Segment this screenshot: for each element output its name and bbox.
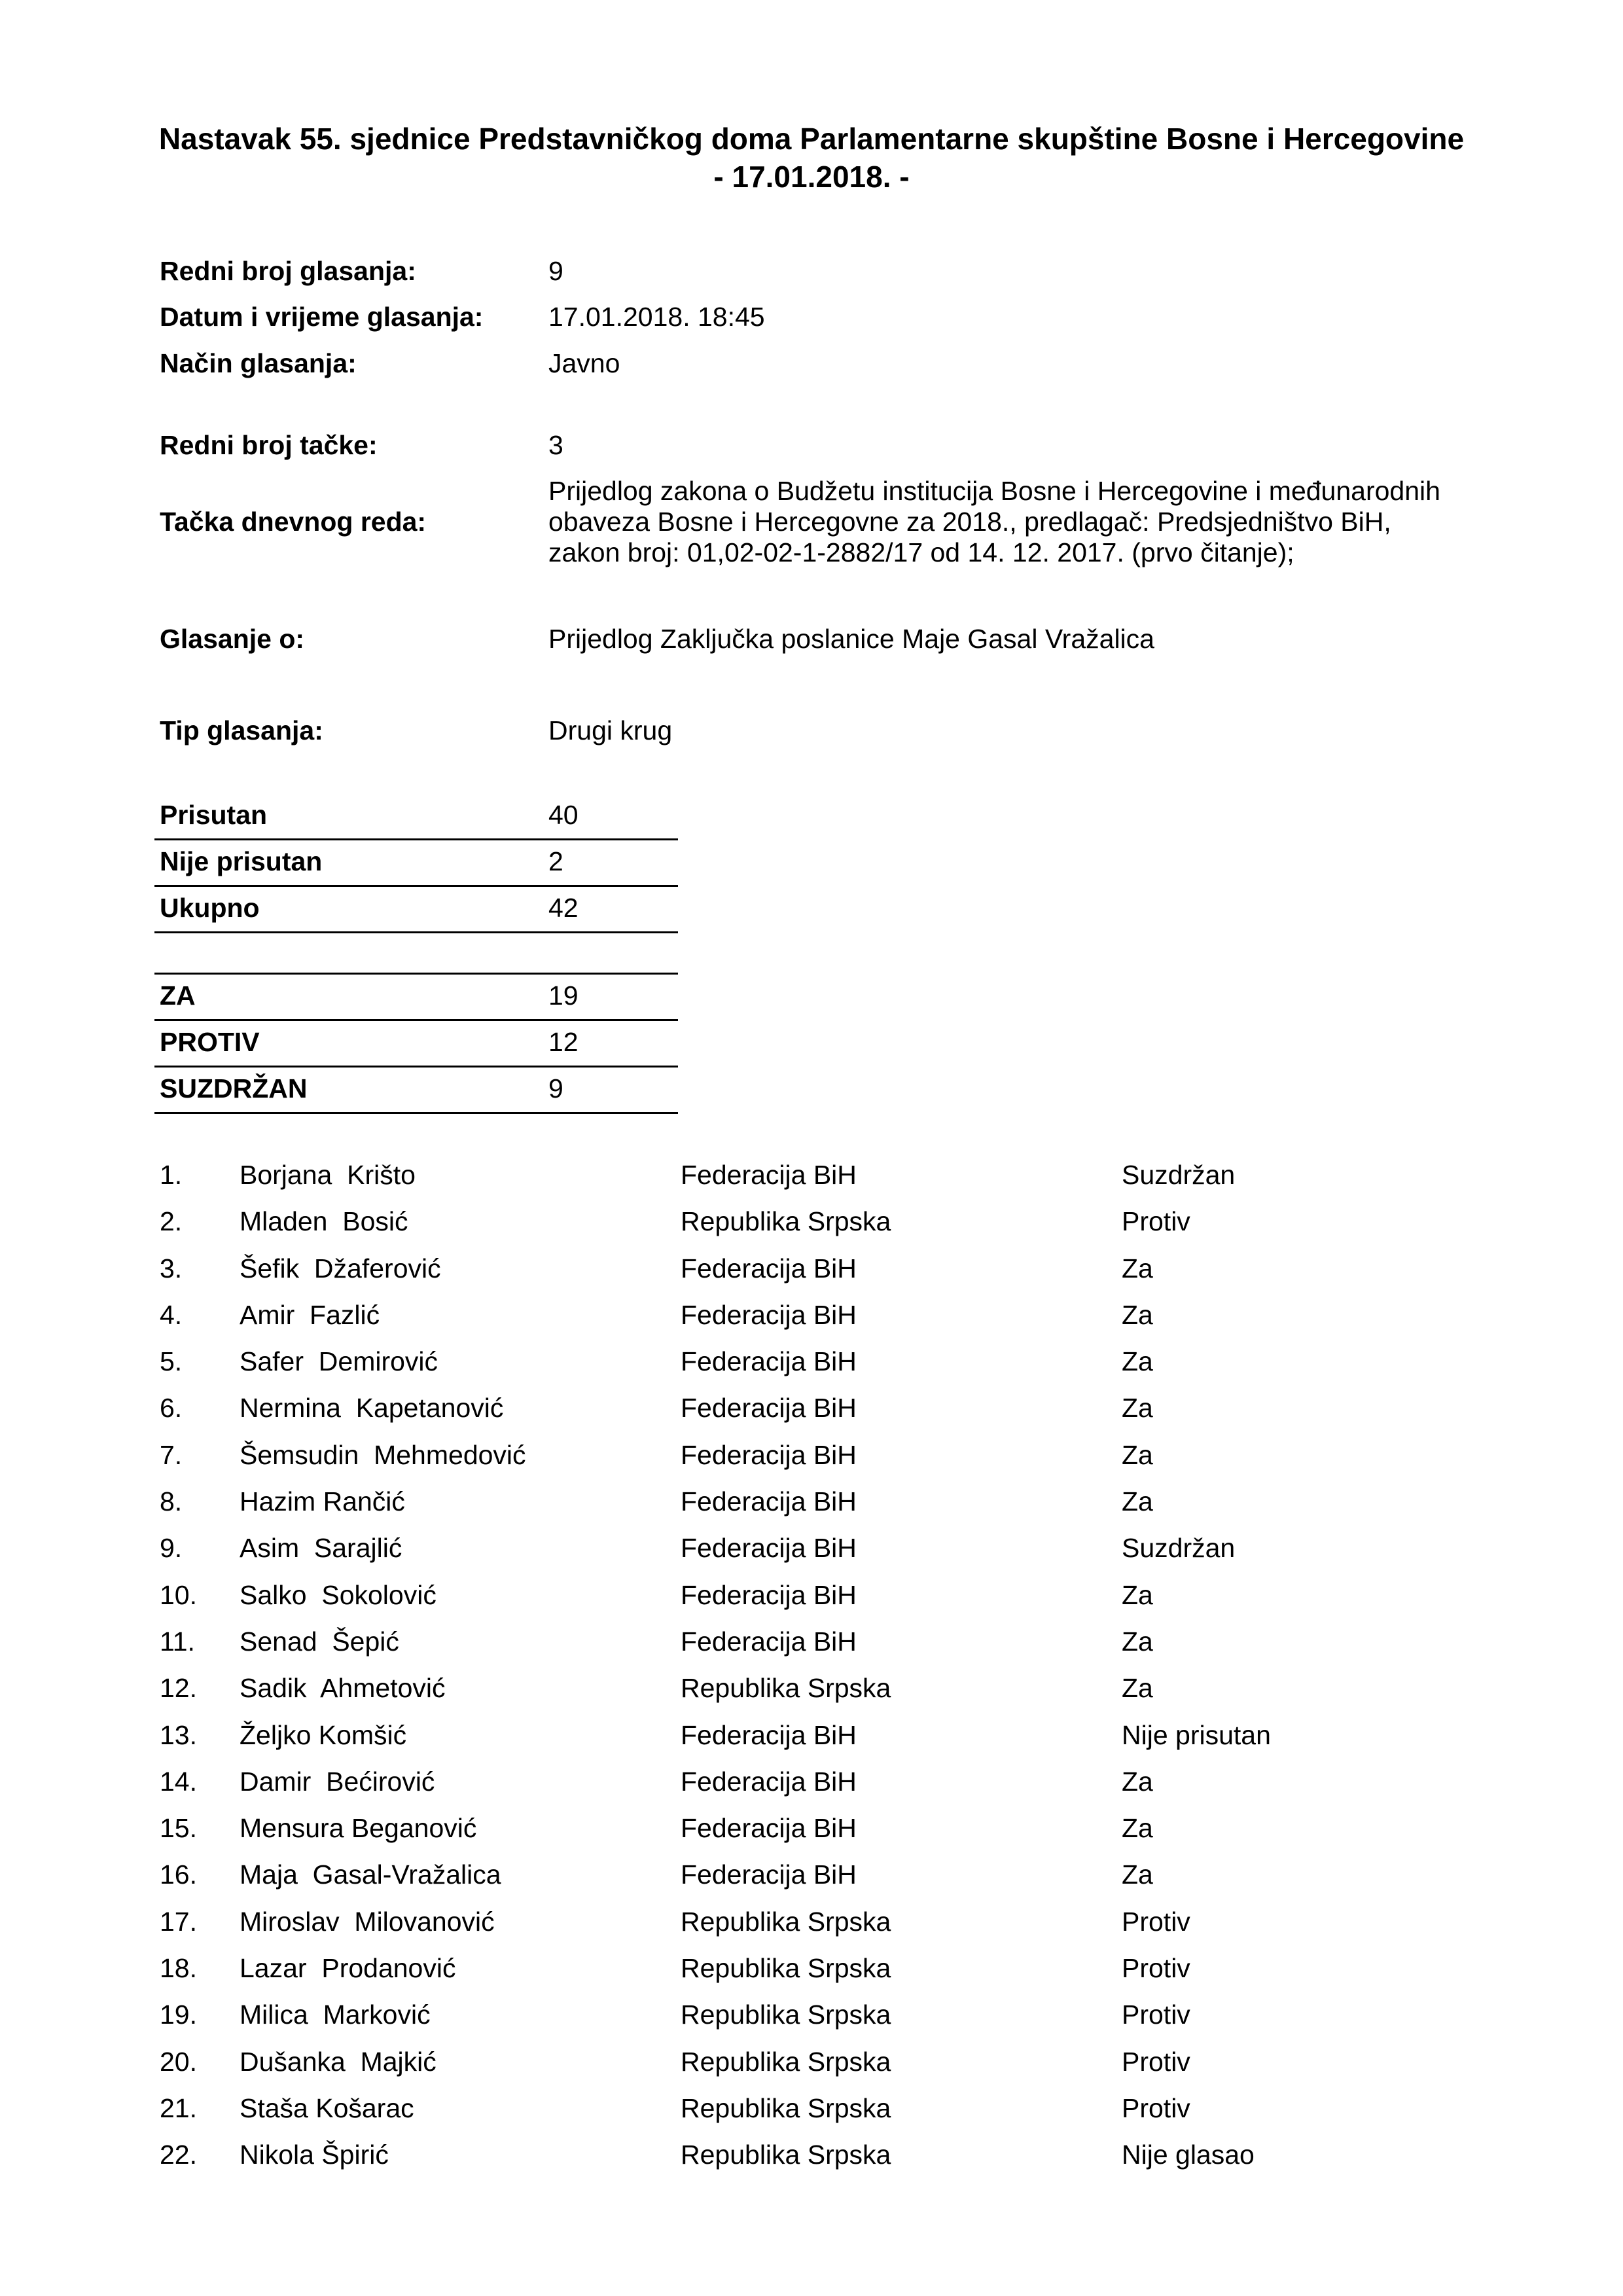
- row-number: 5.: [160, 1346, 183, 1377]
- entity: Federacija BiH: [681, 1813, 857, 1844]
- vote-value: Protiv: [1122, 2046, 1190, 2077]
- vote-list: [160, 1160, 1469, 2187]
- table-row: [160, 1533, 1469, 1579]
- vote-value: Protiv: [1122, 2000, 1190, 2030]
- row-number: 15.: [160, 1813, 197, 1844]
- row-number: 4.: [160, 1299, 183, 1330]
- summary-row-total: [154, 885, 678, 931]
- agenda-line-2: obaveza Bosne i Hercegovne za 2018., predlagač: Predsjedništvo BiH,: [548, 507, 1391, 537]
- table-row: [160, 1580, 1469, 1626]
- summary-row-for: [154, 973, 678, 1019]
- vote-value: Za: [1122, 1299, 1153, 1330]
- entity: Republika Srpska: [681, 1906, 891, 1937]
- row-number: 10.: [160, 1579, 197, 1610]
- vote-value: Protiv: [1122, 1953, 1190, 1984]
- deputy-name: Safer Demirović: [240, 1346, 438, 1377]
- table-row: [160, 1486, 1469, 1533]
- row-number: 11.: [160, 1626, 195, 1657]
- agenda-line-3: zakon broj: 01,02-02-1-2882/17 od 14. 12. 2017. (prvo čitanje);: [548, 537, 1294, 567]
- vote-value: Nije glasao: [1122, 2140, 1255, 2170]
- entity: Federacija BiH: [681, 1533, 857, 1564]
- deputy-name: Milica Marković: [240, 2000, 431, 2030]
- subject-value: Prijedlog Zaključka poslanice Maje Gasal Vražalica: [548, 624, 1154, 654]
- table-row: [160, 1206, 1469, 1253]
- entity: Republika Srpska: [681, 1673, 891, 1704]
- entity: Federacija BiH: [681, 1299, 857, 1330]
- title-line-2: - 17.01.2018. -: [713, 160, 910, 194]
- summary-row-present: [154, 792, 678, 838]
- vote-value: Suzdržan: [1122, 1533, 1236, 1564]
- summary-label: Nije prisutan: [160, 846, 323, 876]
- table-row: [160, 2093, 1469, 2140]
- deputy-name: Amir Fazlić: [240, 1299, 380, 1330]
- entity: Federacija BiH: [681, 1626, 857, 1657]
- summary-label: PROTIV: [160, 1027, 260, 1057]
- table-row: [160, 2047, 1469, 2093]
- table-row: [160, 1953, 1469, 2000]
- vote-type-label: Tip glasanja:: [160, 715, 323, 745]
- deputy-name: Maja Gasal-Vražalica: [240, 1859, 501, 1890]
- vote-value: Za: [1122, 1813, 1153, 1844]
- row-number: 9.: [160, 1533, 183, 1564]
- table-row: [160, 1767, 1469, 1813]
- summary-value: 40: [548, 800, 579, 830]
- entity: Republika Srpska: [681, 1206, 891, 1237]
- entity: Republika Srpska: [681, 2046, 891, 2077]
- entity: Republika Srpska: [681, 1953, 891, 1984]
- deputy-name: Senad Šepić: [240, 1626, 399, 1657]
- summary-label: Prisutan: [160, 800, 268, 830]
- deputy-name: Mensura Beganović: [240, 1813, 477, 1844]
- table-row: [160, 1720, 1469, 1767]
- deputy-name: Hazim Rančić: [240, 1486, 405, 1517]
- row-number: 14.: [160, 1766, 197, 1797]
- row-number: 20.: [160, 2046, 197, 2077]
- summary-row-against: [154, 1019, 678, 1066]
- summary-label: Ukupno: [160, 893, 260, 923]
- agenda-line-1: Prijedlog zakona o Budžetu institucija Bosne i Hercegovine i međunarodnih: [548, 476, 1440, 506]
- row-number: 19.: [160, 2000, 197, 2030]
- table-row: [160, 1393, 1469, 1439]
- deputy-name: Dušanka Majkić: [240, 2046, 437, 2077]
- deputy-name: Damir Bećirović: [240, 1766, 435, 1797]
- deputy-name: Nermina Kapetanović: [240, 1393, 504, 1424]
- row-number: 8.: [160, 1486, 183, 1517]
- row-number: 17.: [160, 1906, 197, 1937]
- deputy-name: Šefik Džaferović: [240, 1253, 441, 1283]
- entity: Republika Srpska: [681, 2140, 891, 2170]
- row-number: 18.: [160, 1953, 197, 1984]
- summary-value: 9: [548, 1073, 563, 1103]
- summary-value: 42: [548, 893, 579, 923]
- vote-value: Za: [1122, 1766, 1153, 1797]
- vote-value: Za: [1122, 1486, 1153, 1517]
- table-row: [160, 1160, 1469, 1206]
- agenda-text: [548, 476, 1440, 568]
- deputy-name: Asim Sarajlić: [240, 1533, 402, 1564]
- entity: Republika Srpska: [681, 2092, 891, 2123]
- deputy-name: Staša Košarac: [240, 2092, 414, 2123]
- table-row: [160, 1813, 1469, 1859]
- vote-value: Za: [1122, 1439, 1153, 1470]
- vote-value: Nije prisutan: [1122, 1719, 1271, 1750]
- item-number-value: 3: [548, 430, 563, 460]
- row-number: 16.: [160, 1859, 197, 1890]
- deputy-name: Željko Komšić: [240, 1719, 407, 1750]
- vote-type-value: Drugi krug: [548, 715, 673, 745]
- vote-value: Protiv: [1122, 1206, 1190, 1237]
- row-number: 12.: [160, 1673, 197, 1704]
- vote-value: Za: [1122, 1393, 1153, 1424]
- vote-value: Za: [1122, 1346, 1153, 1377]
- method-value: Javno: [548, 348, 620, 378]
- row-number: 21.: [160, 2092, 197, 2123]
- row-number: 3.: [160, 1253, 183, 1283]
- entity: Federacija BiH: [681, 1439, 857, 1470]
- deputy-name: Sadik Ahmetović: [240, 1673, 446, 1704]
- entity: Federacija BiH: [681, 1393, 857, 1424]
- method-label: Način glasanja:: [160, 348, 357, 378]
- vote-value: Za: [1122, 1673, 1153, 1704]
- deputy-name: Nikola Špirić: [240, 2140, 389, 2170]
- row-number: 1.: [160, 1160, 183, 1190]
- table-row: [160, 1626, 1469, 1673]
- title-line-1: Nastavak 55. sjednice Predstavničkog doma Parlamentarne skupštine Bosne i Hercegovine: [158, 122, 1465, 156]
- vote-number-value: 9: [548, 256, 563, 286]
- vote-value: Za: [1122, 1626, 1153, 1657]
- table-row: [160, 1440, 1469, 1486]
- vote-value: Za: [1122, 1579, 1153, 1610]
- table-row: [160, 1300, 1469, 1346]
- row-number: 2.: [160, 1206, 183, 1237]
- vote-value: Protiv: [1122, 1906, 1190, 1937]
- entity: Federacija BiH: [681, 1766, 857, 1797]
- entity: Republika Srpska: [681, 2000, 891, 2030]
- table-row: [160, 2140, 1469, 2186]
- vote-number-label: Redni broj glasanja:: [160, 256, 416, 286]
- row-number: 6.: [160, 1393, 183, 1424]
- summary-label: SUZDRŽAN: [160, 1073, 308, 1103]
- vote-value: Suzdržan: [1122, 1160, 1236, 1190]
- summary-label: ZA: [160, 980, 196, 1011]
- entity: Federacija BiH: [681, 1346, 857, 1377]
- table-row: [160, 1346, 1469, 1393]
- summary-value: 2: [548, 846, 563, 876]
- summary-value: 12: [548, 1027, 579, 1057]
- vote-value: Za: [1122, 1253, 1153, 1283]
- page-title: [0, 120, 1623, 196]
- entity: Federacija BiH: [681, 1160, 857, 1190]
- item-number-label: Redni broj tačke:: [160, 430, 378, 460]
- row-number: 22.: [160, 2140, 197, 2170]
- entity: Federacija BiH: [681, 1859, 857, 1890]
- table-row: [160, 1907, 1469, 1953]
- table-row: [160, 2000, 1469, 2046]
- summary-row-absent: [154, 838, 678, 885]
- deputy-name: Borjana Krišto: [240, 1160, 416, 1190]
- divider: [154, 1112, 678, 1114]
- table-row: [160, 1673, 1469, 1719]
- summary-value: 19: [548, 980, 579, 1011]
- entity: Federacija BiH: [681, 1486, 857, 1517]
- deputy-name: Miroslav Milovanović: [240, 1906, 495, 1937]
- vote-value: Protiv: [1122, 2092, 1190, 2123]
- deputy-name: Mladen Bosić: [240, 1206, 408, 1237]
- datetime-label: Datum i vrijeme glasanja:: [160, 302, 484, 332]
- divider: [154, 931, 678, 933]
- deputy-name: Lazar Prodanović: [240, 1953, 456, 1984]
- entity: Federacija BiH: [681, 1253, 857, 1283]
- row-number: 7.: [160, 1439, 183, 1470]
- entity: Federacija BiH: [681, 1719, 857, 1750]
- row-number: 13.: [160, 1719, 197, 1750]
- vote-value: Za: [1122, 1859, 1153, 1890]
- deputy-name: Šemsudin Mehmedović: [240, 1439, 526, 1470]
- subject-label: Glasanje o:: [160, 624, 305, 654]
- entity: Federacija BiH: [681, 1579, 857, 1610]
- table-row: [160, 1859, 1469, 1906]
- summary-row-abstain: [154, 1066, 678, 1112]
- datetime-value: 17.01.2018. 18:45: [548, 302, 765, 332]
- deputy-name: Salko Sokolović: [240, 1579, 437, 1610]
- table-row: [160, 1253, 1469, 1300]
- agenda-label: Tačka dnevnog reda:: [160, 507, 427, 537]
